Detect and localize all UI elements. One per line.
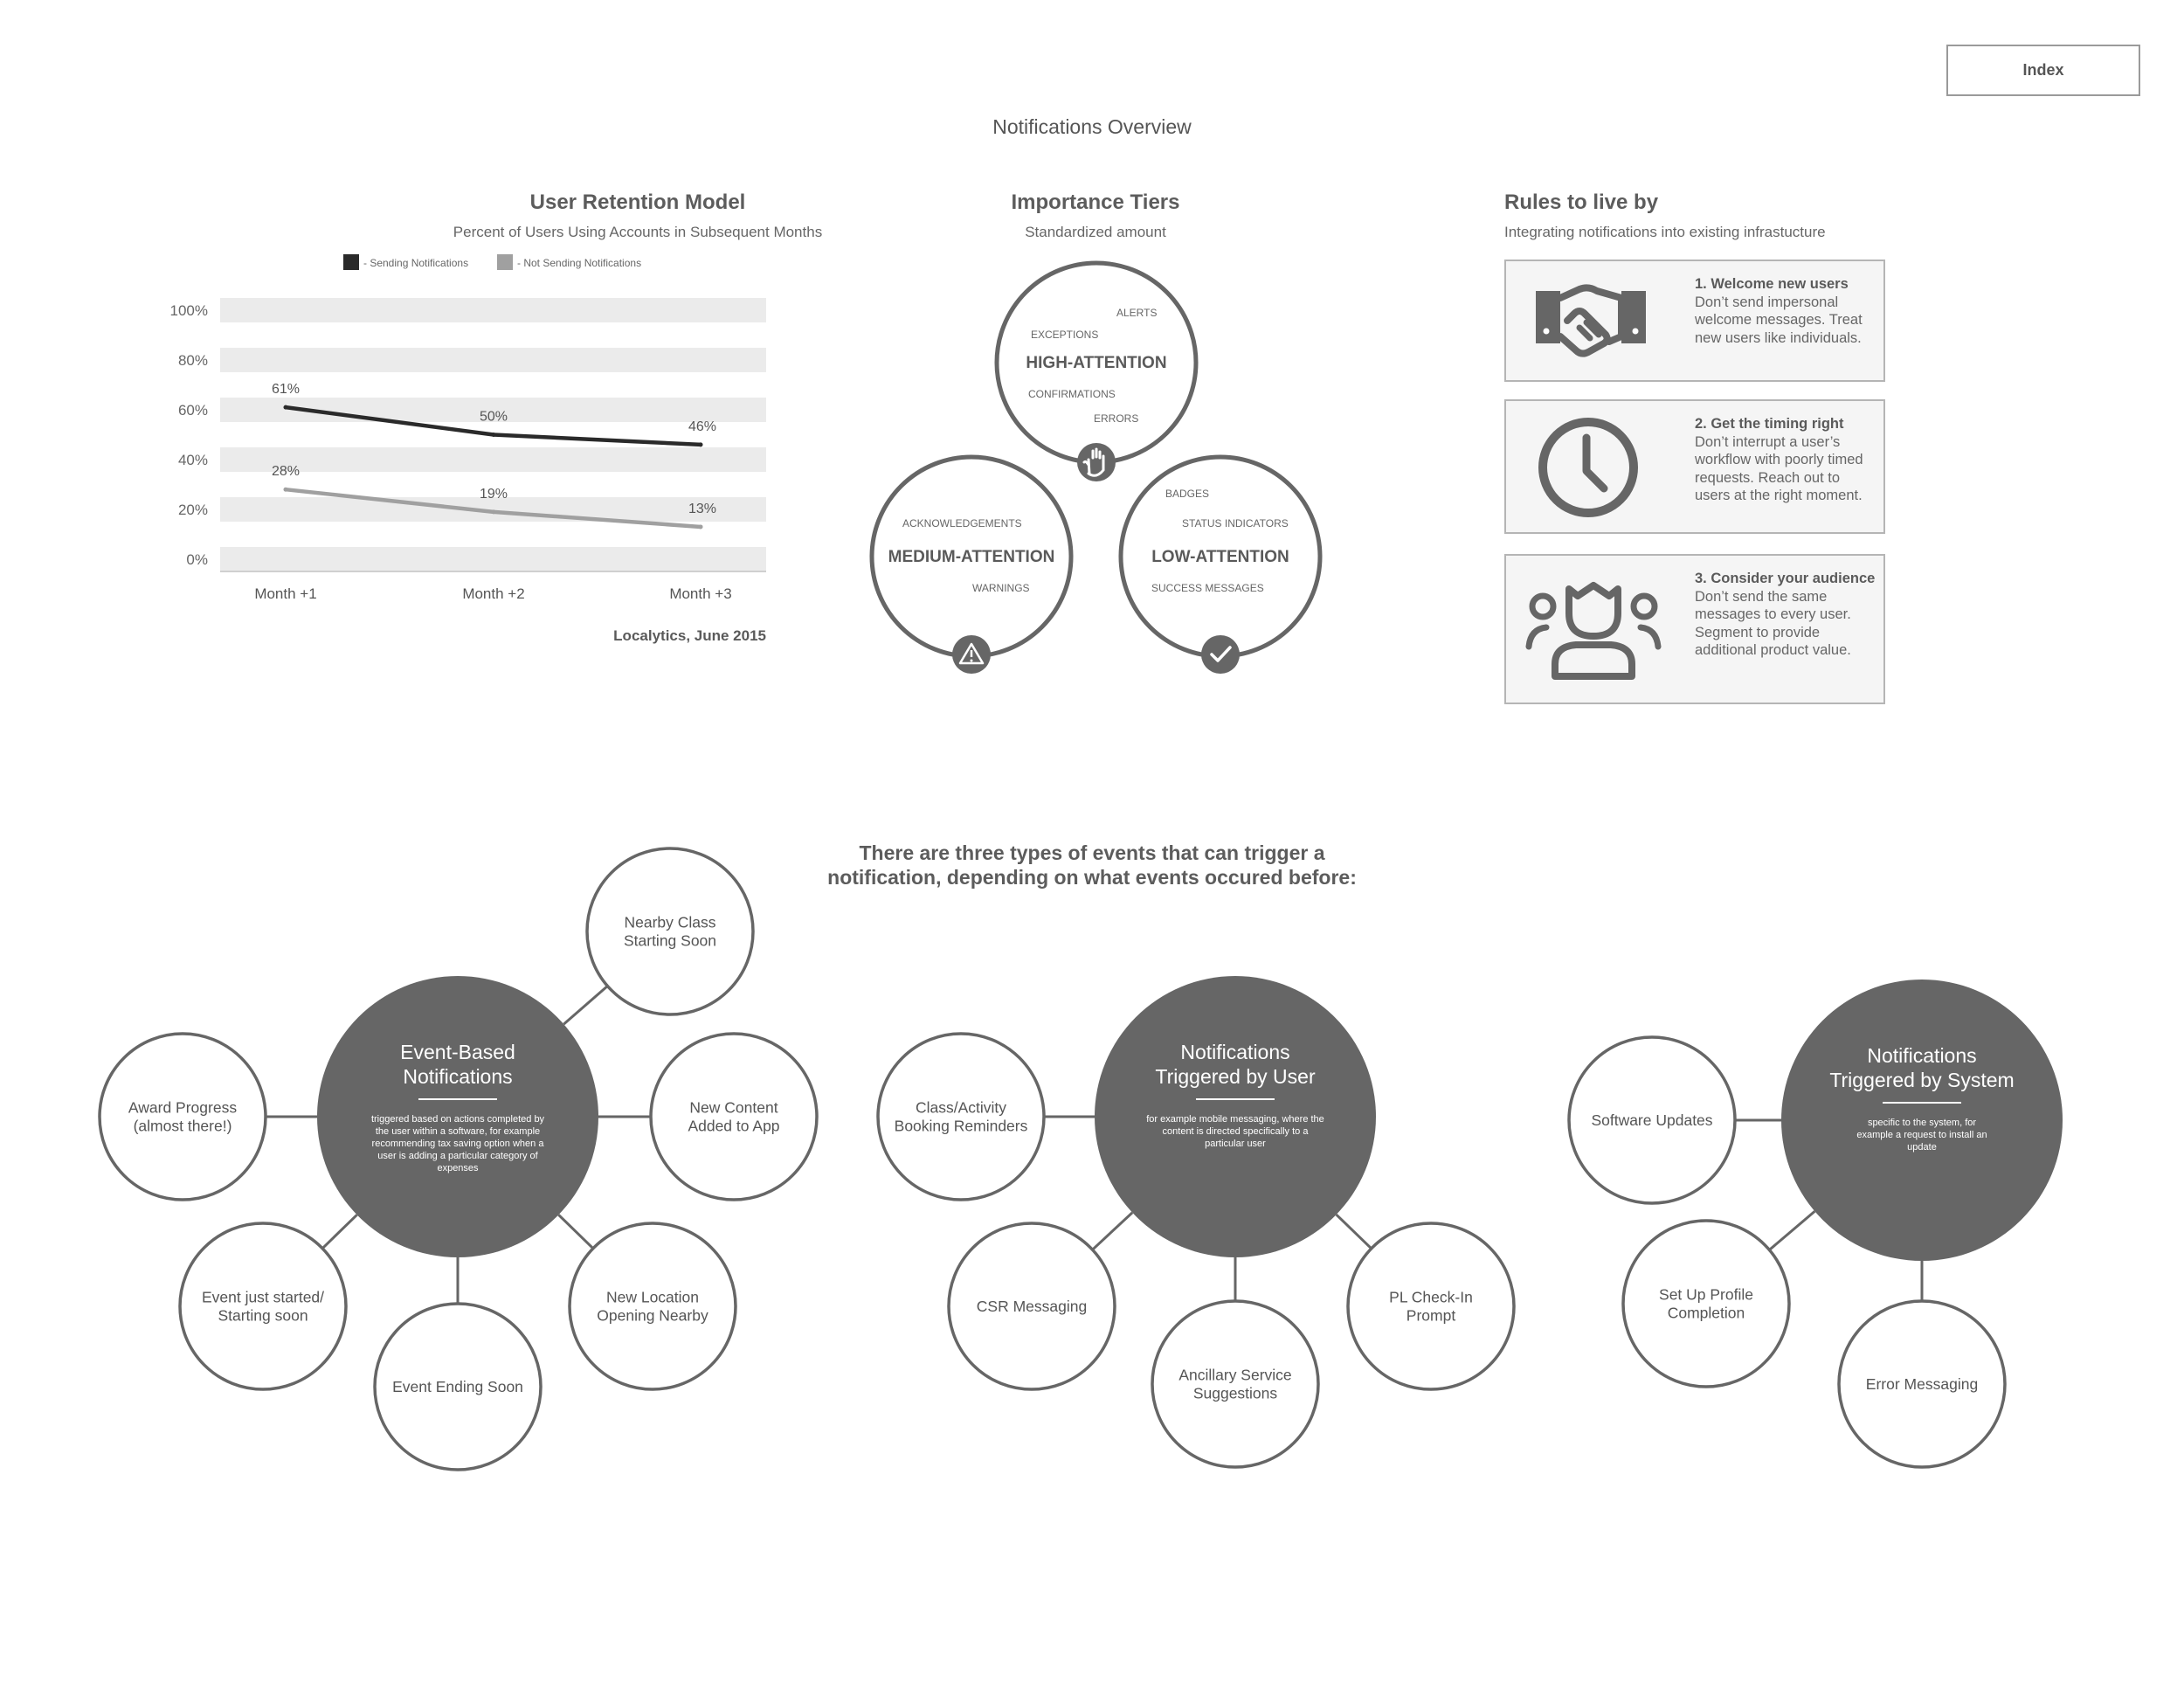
satellite-node-label: Set Up Profile — [1659, 1285, 1753, 1304]
checkmark-icon — [1201, 635, 1240, 674]
satellite-node-label: CSR Messaging — [976, 1298, 1088, 1315]
satellite-node — [100, 1034, 266, 1200]
tier-high-item: ERRORS — [1094, 412, 1139, 425]
satellite-node — [1623, 1221, 1789, 1387]
events-heading-line1: There are three types of events that can trigger a — [859, 841, 1325, 864]
y-tick-label: 0% — [186, 551, 208, 568]
tier-low-item: BADGES — [1165, 488, 1210, 500]
hub-description: recommending tax saving option when a — [371, 1139, 544, 1149]
satellite-node-label: Software Updates — [1591, 1111, 1713, 1129]
y-tick-label: 60% — [177, 402, 208, 419]
y-tick-label: 40% — [177, 452, 208, 468]
hub-description: the user within a software, for example — [375, 1126, 541, 1137]
rule-body: Don’t interrupt a user’s workflow with poorly timed requests. Reach out to users at the right moment. — [1695, 433, 1863, 503]
tier-high-item: EXCEPTIONS — [1031, 329, 1099, 341]
hub-description: particular user — [1205, 1139, 1266, 1149]
legend-label-sending: - Sending Notifications — [363, 257, 469, 269]
importance-tiers — [839, 245, 1363, 699]
rules-subtitle: Integrating notifications into existing infrastucture — [1504, 224, 1826, 240]
data-point — [284, 488, 288, 492]
connector — [563, 986, 606, 1024]
tier-low-item: STATUS INDICATORS — [1182, 517, 1289, 530]
satellite-node-label: Event Ending Soon — [392, 1378, 523, 1395]
rule-card-timing — [1504, 399, 1885, 534]
hub-title: Event-Based — [400, 1041, 515, 1063]
satellite-node-label: Starting soon — [218, 1306, 308, 1325]
diagram-system-triggered — [1569, 980, 2063, 1467]
satellite-node-label: New Location — [605, 1288, 700, 1306]
tiers-title: Importance Tiers — [1011, 190, 1180, 214]
hub-description: triggered based on actions completed by — [370, 1114, 545, 1125]
hub-title: Notifications — [1180, 1041, 1290, 1063]
data-label: 50% — [479, 409, 508, 425]
data-point — [699, 442, 703, 446]
tier-medium-item: ACKNOWLEDGEMENTS — [902, 517, 1022, 530]
chart-y-ticks — [170, 302, 208, 568]
satellite-node-label: Award Progress — [128, 1098, 238, 1117]
data-label: 61% — [271, 382, 301, 398]
rule-body: Don’t send impersonal welcome messages. Treat new users like individuals. — [1695, 294, 1863, 346]
rule-heading: 3. Consider your audience — [1695, 571, 1876, 586]
hub-description: user is adding a particular category of — [377, 1151, 538, 1161]
satellite-node — [180, 1223, 346, 1389]
grid-band — [220, 447, 766, 472]
rules-title: Rules to live by — [1504, 190, 1659, 214]
users-icon — [1524, 573, 1663, 687]
data-point — [492, 509, 496, 514]
tiers-subtitle: Standardized amount — [1025, 224, 1166, 240]
grid-band — [220, 298, 766, 322]
data-point — [284, 405, 288, 410]
hub-title: Triggered by User — [1155, 1065, 1316, 1088]
grid-band — [220, 547, 766, 571]
x-tick-label: Month +2 — [462, 585, 525, 602]
chart-legend — [343, 254, 641, 270]
hand-stop-icon — [1077, 443, 1116, 481]
legend-swatch-sending — [343, 254, 359, 270]
tier-medium-label: MEDIUM-ATTENTION — [888, 548, 1055, 566]
y-tick-label: 100% — [169, 302, 208, 319]
tier-high-label: HIGH-ATTENTION — [1026, 354, 1167, 372]
connector — [1337, 1215, 1371, 1248]
legend-label-not-sending: - Not Sending Notifications — [517, 257, 642, 269]
tier-high-item: CONFIRMATIONS — [1028, 388, 1116, 400]
data-label: 13% — [688, 501, 717, 516]
data-point — [492, 433, 496, 437]
hub-description: example a request to install an — [1856, 1130, 1987, 1140]
satellite-node — [375, 1304, 541, 1470]
satellite-node-label: Added to App — [688, 1117, 780, 1135]
satellite-node-label: Event just started/ — [201, 1288, 325, 1306]
rule-card-audience — [1504, 554, 1885, 704]
page-title: Notifications Overview — [992, 115, 1192, 138]
hub-description: content is directed specifically to a — [1162, 1126, 1309, 1137]
satellite-node — [651, 1034, 817, 1200]
retention-chart — [0, 0, 874, 664]
rule-card-welcome — [1504, 260, 1885, 382]
hub-title: Notifications — [403, 1065, 513, 1088]
hub-node — [317, 976, 598, 1257]
event-type-diagrams — [0, 821, 2184, 1485]
tier-low-label: LOW-ATTENTION — [1151, 548, 1289, 566]
satellite-node — [1839, 1301, 2005, 1467]
tier-medium — [872, 457, 1071, 674]
data-label: 28% — [271, 464, 301, 480]
connector — [323, 1215, 357, 1248]
satellite-node — [1348, 1223, 1514, 1389]
hub-node — [1781, 980, 2063, 1261]
retention-title: User Retention Model — [529, 190, 746, 214]
grid-band — [220, 348, 766, 372]
connector — [1093, 1213, 1132, 1250]
satellite-node-label: Opening Nearby — [597, 1306, 708, 1325]
diagram-user-triggered — [878, 976, 1514, 1467]
satellite-node — [878, 1034, 1044, 1200]
satellite-node-label: Prompt — [1406, 1306, 1456, 1325]
tier-low-item: SUCCESS MESSAGES — [1151, 582, 1264, 594]
satellite-node-label: Class/Activity — [915, 1098, 1007, 1117]
satellite-node — [1569, 1037, 1735, 1203]
tier-low — [1121, 457, 1320, 674]
y-tick-label: 80% — [177, 352, 208, 369]
satellite-node-label: PL Check-In — [1389, 1288, 1473, 1306]
satellite-node — [949, 1223, 1115, 1389]
satellite-node-label: Error Messaging — [1865, 1375, 1979, 1393]
y-tick-label: 20% — [177, 502, 208, 518]
satellite-node — [1152, 1301, 1318, 1467]
data-label: 19% — [479, 486, 508, 502]
x-tick-label: Month +1 — [254, 585, 317, 602]
rule-body: Don’t send the same messages to every user. Segment to provide additional product value. — [1695, 588, 1851, 658]
chart-x-ticks — [254, 585, 731, 602]
satellite-node-label: Nearby Class — [624, 913, 716, 931]
satellite-node — [570, 1223, 736, 1389]
rule-heading: 2. Get the timing right — [1695, 416, 1844, 432]
retention-subtitle: Percent of Users Using Accounts in Subsequent Months — [453, 224, 823, 240]
hub-description: specific to the system, for — [1867, 1118, 1977, 1128]
data-point — [699, 524, 703, 529]
handshake-icon — [1525, 273, 1656, 370]
hub-node — [1095, 976, 1376, 1257]
connector — [1770, 1211, 1814, 1250]
satellite-node-label: Booking Reminders — [894, 1117, 1028, 1135]
data-label: 46% — [688, 419, 717, 434]
tier-high — [997, 263, 1196, 481]
satellite-node-label: (almost there!) — [133, 1117, 232, 1135]
legend-swatch-not-sending — [497, 254, 513, 270]
index-button[interactable]: Index — [1946, 45, 2140, 96]
hub-description: for example mobile messaging, where the — [1146, 1114, 1324, 1125]
x-tick-label: Month +3 — [669, 585, 732, 602]
satellite-node-label: Suggestions — [1192, 1384, 1278, 1402]
clock-icon — [1536, 412, 1658, 525]
tier-medium-item: WARNINGS — [972, 582, 1030, 594]
hub-title: Triggered by System — [1829, 1069, 2015, 1091]
satellite-node-label: Starting Soon — [623, 931, 717, 950]
hub-description: expenses — [437, 1163, 479, 1173]
connector — [558, 1215, 592, 1248]
chart-source: Localytics, June 2015 — [613, 627, 766, 644]
diagram-event-based — [100, 848, 817, 1470]
rule-heading: 1. Welcome new users — [1695, 276, 1849, 292]
satellite-node-label: Ancillary Service — [1178, 1366, 1292, 1384]
hub-title: Notifications — [1867, 1044, 1977, 1067]
hub-description: update — [1907, 1142, 1937, 1153]
satellite-node-label: New Content — [689, 1098, 778, 1117]
events-heading-line2: notification, depending on what events occured before: — [827, 866, 1357, 889]
satellite-node-label: Completion — [1667, 1304, 1745, 1322]
satellite-node — [587, 848, 753, 1014]
tier-high-item: ALERTS — [1116, 307, 1158, 319]
warning-icon — [952, 635, 991, 674]
